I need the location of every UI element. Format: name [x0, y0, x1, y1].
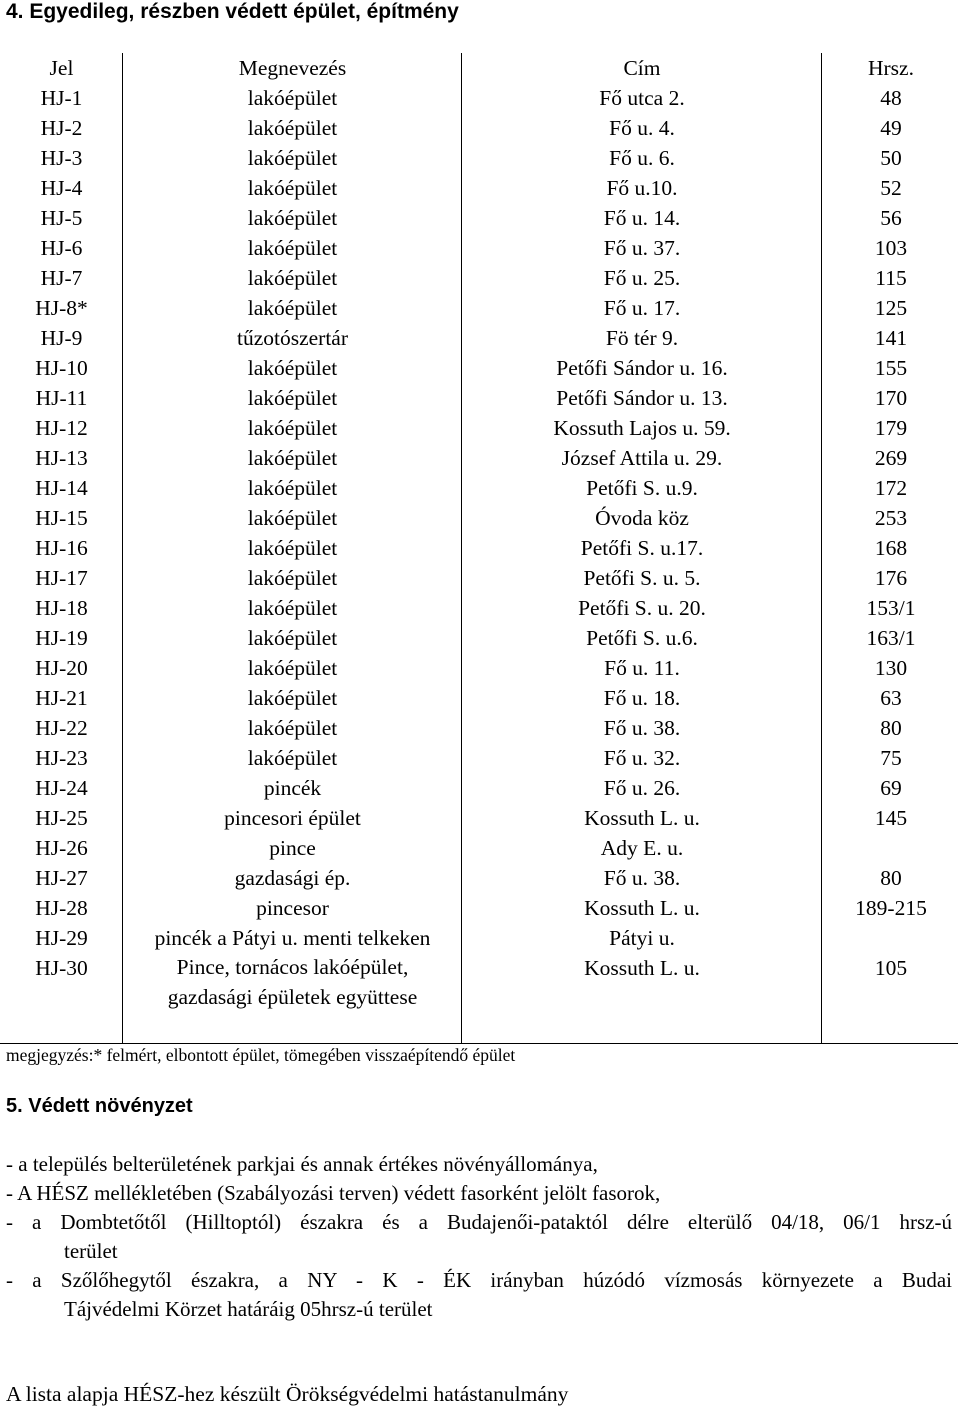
table-row	[0, 893, 960, 923]
header-jel: Jel	[49, 56, 74, 80]
cell-hrsz: 189-215	[855, 896, 927, 920]
list-item: - a Dombtetőtől (Hilltoptól) északra és a Budajenői-pataktól délre elterülő 04/18, 06/1 hrsz-ú	[6, 1210, 952, 1234]
table-row	[0, 353, 960, 383]
cell-hrsz: 176	[874, 566, 908, 590]
table-row	[0, 113, 960, 143]
table-row	[0, 593, 960, 623]
cell-megnevezes: lakóépület	[247, 416, 338, 440]
cell-megnevezes: lakóépület	[247, 506, 338, 530]
cell-jel: HJ-16	[35, 536, 88, 560]
table-footnote: megjegyzés:* felmért, elbontott épület, tömegében visszaépítendő épület	[6, 1045, 516, 1065]
cell-megnevezes: pincesori épület	[224, 806, 361, 830]
cell-hrsz: 115	[875, 266, 907, 290]
cell-megnevezes: pincék	[263, 776, 322, 800]
cell-megnevezes: lakóépület	[247, 476, 338, 500]
cell-hrsz: 80	[880, 866, 902, 890]
cell-megnevezes: lakóépület	[247, 716, 338, 740]
table-row	[0, 233, 960, 263]
table-row	[0, 413, 960, 443]
cell-jel: HJ-20	[35, 656, 88, 680]
cell-jel: HJ-25	[35, 806, 88, 830]
table-row	[0, 923, 960, 953]
cell-megnevezes: lakóépület	[247, 86, 338, 110]
cell-hrsz: 48	[880, 86, 902, 110]
cell-megnevezes: lakóépület	[247, 746, 338, 770]
cell-cim: Fő u. 6.	[609, 146, 675, 170]
cell-jel: HJ-1	[40, 86, 83, 110]
cell-megnevezes: lakóépület	[247, 146, 338, 170]
table-row	[0, 443, 960, 473]
cell-megnevezes: lakóépület	[247, 296, 338, 320]
cell-jel: HJ-27	[35, 866, 88, 890]
cell-cim: Petőfi S. u.6.	[586, 626, 698, 650]
table-row	[0, 773, 960, 803]
cell-jel: HJ-21	[35, 686, 88, 710]
cell-megnevezes: lakóépület	[247, 536, 338, 560]
list-item-continuation: Tájvédelmi Körzet határáig 05hrsz-ú terület	[64, 1297, 433, 1321]
cell-megnevezes: lakóépület	[247, 356, 338, 380]
cell-jel: HJ-26	[35, 836, 88, 860]
cell-jel: HJ-4	[40, 176, 83, 200]
table-row	[0, 743, 960, 773]
cell-jel: HJ-9	[40, 326, 83, 350]
cell-megnevezes: Pince, tornácos lakóépület, gazdasági épületek együttese	[167, 955, 418, 1009]
cell-megnevezes: pince	[269, 836, 316, 860]
cell-hrsz: 103	[874, 236, 908, 260]
cell-cim: Fő u. 26.	[603, 776, 681, 800]
cell-hrsz: 130	[874, 656, 908, 680]
cell-cim: Fő u. 38.	[603, 716, 681, 740]
table-row	[0, 83, 960, 113]
cell-jel: HJ-5	[40, 206, 83, 230]
table-row	[0, 503, 960, 533]
cell-cim: Fő u. 17.	[603, 296, 681, 320]
table-row	[0, 833, 960, 863]
cell-hrsz: 49	[880, 116, 902, 140]
cell-megnevezes: lakóépület	[247, 176, 338, 200]
table-row	[0, 563, 960, 593]
cell-hrsz: 52	[880, 176, 902, 200]
cell-jel: HJ-2	[40, 116, 83, 140]
cell-cim: Kossuth L. u.	[584, 806, 700, 830]
table-row	[0, 863, 960, 893]
cell-megnevezes: lakóépület	[247, 686, 338, 710]
cell-cim: Petőfi S. u.17.	[580, 536, 704, 560]
cell-megnevezes: gazdasági ép.	[234, 866, 351, 890]
cell-jel: HJ-24	[35, 776, 88, 800]
header-megnevezes: Megnevezés	[238, 56, 347, 80]
table-row	[0, 173, 960, 203]
table-row	[0, 623, 960, 653]
cell-cim: Fő utca 2.	[599, 86, 685, 110]
cell-cim: Pátyi u.	[609, 926, 675, 950]
cell-jel: HJ-13	[35, 446, 88, 470]
cell-jel: HJ-10	[35, 356, 88, 380]
table-row	[0, 203, 960, 233]
cell-cim: Ady E. u.	[600, 836, 684, 860]
cell-hrsz: 141	[874, 326, 908, 350]
cell-cim: Petőfi S. u.9.	[586, 476, 698, 500]
table-row	[0, 473, 960, 503]
cell-cim: Óvoda köz	[595, 506, 689, 530]
cell-cim: Petőfi S. u. 5.	[583, 566, 701, 590]
cell-megnevezes: lakóépület	[247, 116, 338, 140]
cell-jel: HJ-17	[35, 566, 88, 590]
cell-hrsz: 63	[880, 686, 902, 710]
cell-cim: Petőfi Sándor u. 13.	[556, 386, 728, 410]
table-row	[0, 653, 960, 683]
cell-jel: HJ-19	[35, 626, 88, 650]
cell-hrsz: 56	[880, 206, 902, 230]
section-4-heading: 4. Egyedileg, részben védett épület, építmény	[6, 0, 459, 23]
cell-cim: Kossuth L. u.	[584, 896, 700, 920]
table-row	[0, 383, 960, 413]
cell-jel: HJ-28	[35, 896, 88, 920]
cell-hrsz: 125	[874, 296, 908, 320]
table-row	[0, 803, 960, 833]
cell-megnevezes: pincék a Pátyi u. menti telkeken	[154, 926, 431, 950]
cell-cim: Fő u. 25.	[603, 266, 681, 290]
cell-megnevezes: pincesor	[256, 896, 329, 920]
cell-cim: Petőfi S. u. 20.	[578, 596, 706, 620]
cell-jel: HJ-30	[35, 956, 88, 980]
cell-cim: Kossuth Lajos u. 59.	[553, 416, 731, 440]
cell-hrsz: 163/1	[866, 626, 916, 650]
table-row	[0, 533, 960, 563]
cell-jel: HJ-14	[35, 476, 88, 500]
cell-cim: Fö tér 9.	[605, 326, 679, 350]
cell-hrsz: 105	[874, 956, 908, 980]
list-item-continuation: terület	[64, 1239, 118, 1263]
cell-cim: Fő u. 38.	[603, 866, 681, 890]
header-hrsz: Hrsz.	[868, 56, 914, 80]
section-5-heading: 5. Védett növényzet	[6, 1095, 193, 1117]
cell-hrsz: 50	[880, 146, 902, 170]
cell-hrsz: 145	[874, 806, 908, 830]
cell-jel: HJ-23	[35, 746, 88, 770]
cell-hrsz: 153/1	[866, 596, 916, 620]
cell-jel: HJ-15	[35, 506, 88, 530]
cell-cim: Petőfi Sándor u. 16.	[556, 356, 728, 380]
cell-hrsz: 80	[880, 716, 902, 740]
cell-hrsz: 179	[874, 416, 908, 440]
cell-megnevezes: lakóépület	[247, 386, 338, 410]
cell-jel: HJ-6	[40, 236, 83, 260]
cell-jel: HJ-18	[35, 596, 88, 620]
cell-jel: HJ-29	[35, 926, 88, 950]
cell-megnevezes: lakóépület	[247, 596, 338, 620]
table-row	[0, 713, 960, 743]
cell-megnevezes: lakóépület	[247, 266, 338, 290]
cell-hrsz: 269	[874, 446, 908, 470]
cell-megnevezes: lakóépület	[247, 656, 338, 680]
cell-jel: HJ-11	[35, 386, 88, 410]
cell-hrsz: 170	[874, 386, 908, 410]
cell-hrsz: 168	[874, 536, 908, 560]
cell-megnevezes: lakóépület	[247, 206, 338, 230]
cell-hrsz: 253	[874, 506, 908, 530]
cell-megnevezes: lakóépület	[247, 566, 338, 590]
table-header-row	[0, 53, 960, 83]
cell-megnevezes: lakóépület	[247, 626, 338, 650]
table-row	[0, 293, 960, 323]
cell-cim: Kossuth L. u.	[584, 956, 700, 980]
cell-jel: HJ-3	[40, 146, 83, 170]
cell-hrsz: 172	[874, 476, 908, 500]
cell-cim: Fő u. 37.	[603, 236, 681, 260]
cell-cim: József Attila u. 29.	[561, 446, 723, 470]
table-row	[0, 323, 960, 353]
table-row	[0, 143, 960, 173]
cell-jel: HJ-12	[35, 416, 88, 440]
table-row	[0, 683, 960, 713]
cell-jel: HJ-7	[40, 266, 83, 290]
cell-megnevezes: tűzotószertár	[236, 326, 349, 350]
cell-megnevezes: lakóépület	[247, 236, 338, 260]
list-item: - a Szőlőhegytől északra, a NY - K - ÉK irányban húzódó vízmosás környezete a Budai	[6, 1268, 952, 1292]
cell-cim: Fő u. 14.	[603, 206, 681, 230]
cell-cim: Fő u. 11.	[604, 656, 680, 680]
cell-cim: Fő u.10.	[606, 176, 678, 200]
cell-jel: HJ-8*	[35, 296, 88, 320]
cell-cim: Fő u. 4.	[609, 116, 675, 140]
source-footnote: A lista alapja HÉSZ-hez készült Örökségvédelmi hatástanulmány	[6, 1382, 569, 1406]
cell-megnevezes: lakóépület	[247, 446, 338, 470]
header-cim: Cím	[623, 56, 661, 80]
cell-cim: Fő u. 32.	[603, 746, 681, 770]
table-row	[0, 263, 960, 293]
cell-hrsz: 75	[880, 746, 902, 770]
list-item: - A HÉSZ mellékletében (Szabályozási terven) védett fasorként jelölt fasorok,	[6, 1181, 661, 1205]
cell-hrsz: 69	[880, 776, 902, 800]
cell-jel: HJ-22	[35, 716, 88, 740]
cell-cim: Fő u. 18.	[603, 686, 681, 710]
table-row	[0, 953, 960, 1043]
list-item: - a település belterületének parkjai és annak értékes növényállománya,	[6, 1152, 598, 1176]
cell-hrsz: 155	[874, 356, 908, 380]
